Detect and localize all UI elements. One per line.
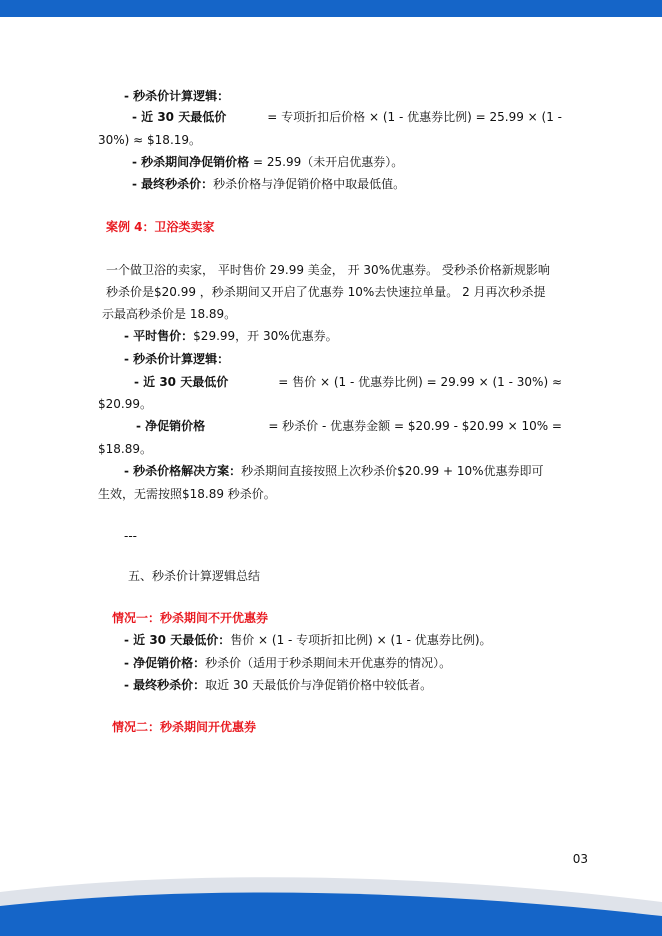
low30-line1 (132, 109, 562, 125)
case4-net-line2: $18.89。 (98, 442, 152, 456)
summary-low30-text: 售价 × (1 - 专项折扣比例) × (1 - 优惠券比例)。 (230, 633, 492, 647)
footer-wave-decoration (0, 870, 662, 936)
solution-line2: 生效，无需按照$18.89 秒杀价。 (98, 487, 276, 501)
logic-title: - 秒杀价计算逻辑： (124, 89, 230, 103)
summary-final-label: - 最终秒杀价： (124, 678, 206, 692)
summary-final-text: 取近 30 天最低价与净促销价格中较低者。 (205, 678, 433, 692)
page-number: 03 (572, 852, 588, 866)
summary-net-line (124, 655, 451, 671)
final-price-label: - 最终秒杀价： (132, 177, 214, 191)
top-header-bar (0, 0, 662, 17)
net-price-text: = 25.99（未开启优惠券）。 (249, 155, 404, 169)
solution-text: 秒杀期间直接按照上次秒杀价$20.99 + 10%优惠券即可 (241, 464, 544, 478)
case4-net-formula: = 秒杀价 - 优惠券金额 = $20.99 - $20.99 × 10% = (268, 419, 562, 433)
final-price-line (132, 176, 405, 192)
case4-heading: 案例 4：卫浴类卖家 (106, 220, 215, 234)
summary-final-line (124, 677, 432, 693)
case4-low30-formula: = 售价 × (1 - 优惠券比例) = 29.99 × (1 - 30%) ≈ (278, 375, 562, 389)
case2-heading: 情况二：秒杀期间开优惠券 (112, 720, 257, 734)
case4-net-label: - 净促销价格 (136, 419, 206, 433)
solution-label: - 秒杀价格解决方案： (124, 464, 242, 478)
normal-price-label: - 平时售价： (124, 329, 194, 343)
net-price-label: - 秒杀期间净促销价格 (132, 155, 250, 169)
case4-low30-line1 (134, 374, 562, 390)
case4-paragraph-line2: 秒杀价是$20.99 ，秒杀期间又开启了优惠券 10%去快速拉单量。 2 月再次秒杀提 (106, 285, 546, 299)
case4-logic-title: - 秒杀价计算逻辑： (124, 352, 230, 366)
separator: --- (124, 529, 137, 543)
case1-heading: 情况一：秒杀期间不开优惠券 (112, 611, 269, 625)
net-price-line (132, 154, 403, 170)
case4-low30-line2: $20.99。 (98, 397, 152, 411)
section5-title: 五、秒杀价计算逻辑总结 (128, 569, 261, 583)
case4-net-line1 (136, 418, 562, 434)
case4-paragraph-line1: 一个做卫浴的卖家， 平时售价 29.99 美金， 开 30%优惠券。 受秒杀价格新规影响 (106, 263, 550, 277)
normal-price-text: $29.99，开 30%优惠券。 (193, 329, 338, 343)
case4-paragraph-line3: 示最高秒杀价是 18.89。 (102, 307, 237, 321)
low30-formula: = 专项折扣后价格 × (1 - 优惠券比例) = 25.99 × (1 - (267, 110, 562, 124)
normal-price-line (124, 328, 338, 344)
low30-label: - 近 30 天最低价 (132, 110, 227, 124)
summary-net-label: - 净促销价格： (124, 656, 206, 670)
summary-low30-label: - 近 30 天最低价： (124, 633, 231, 647)
final-price-text: 秒杀价格与净促销价格中取最低值。 (213, 177, 406, 191)
solution-line1 (124, 463, 544, 479)
case4-low30-label: - 近 30 天最低价 (134, 375, 229, 389)
summary-net-text: 秒杀价（适用于秒杀期间未开优惠券的情况）。 (205, 656, 452, 670)
low30-line2: 30%) ≈ $18.19。 (98, 133, 202, 147)
summary-low30-line (124, 632, 492, 648)
